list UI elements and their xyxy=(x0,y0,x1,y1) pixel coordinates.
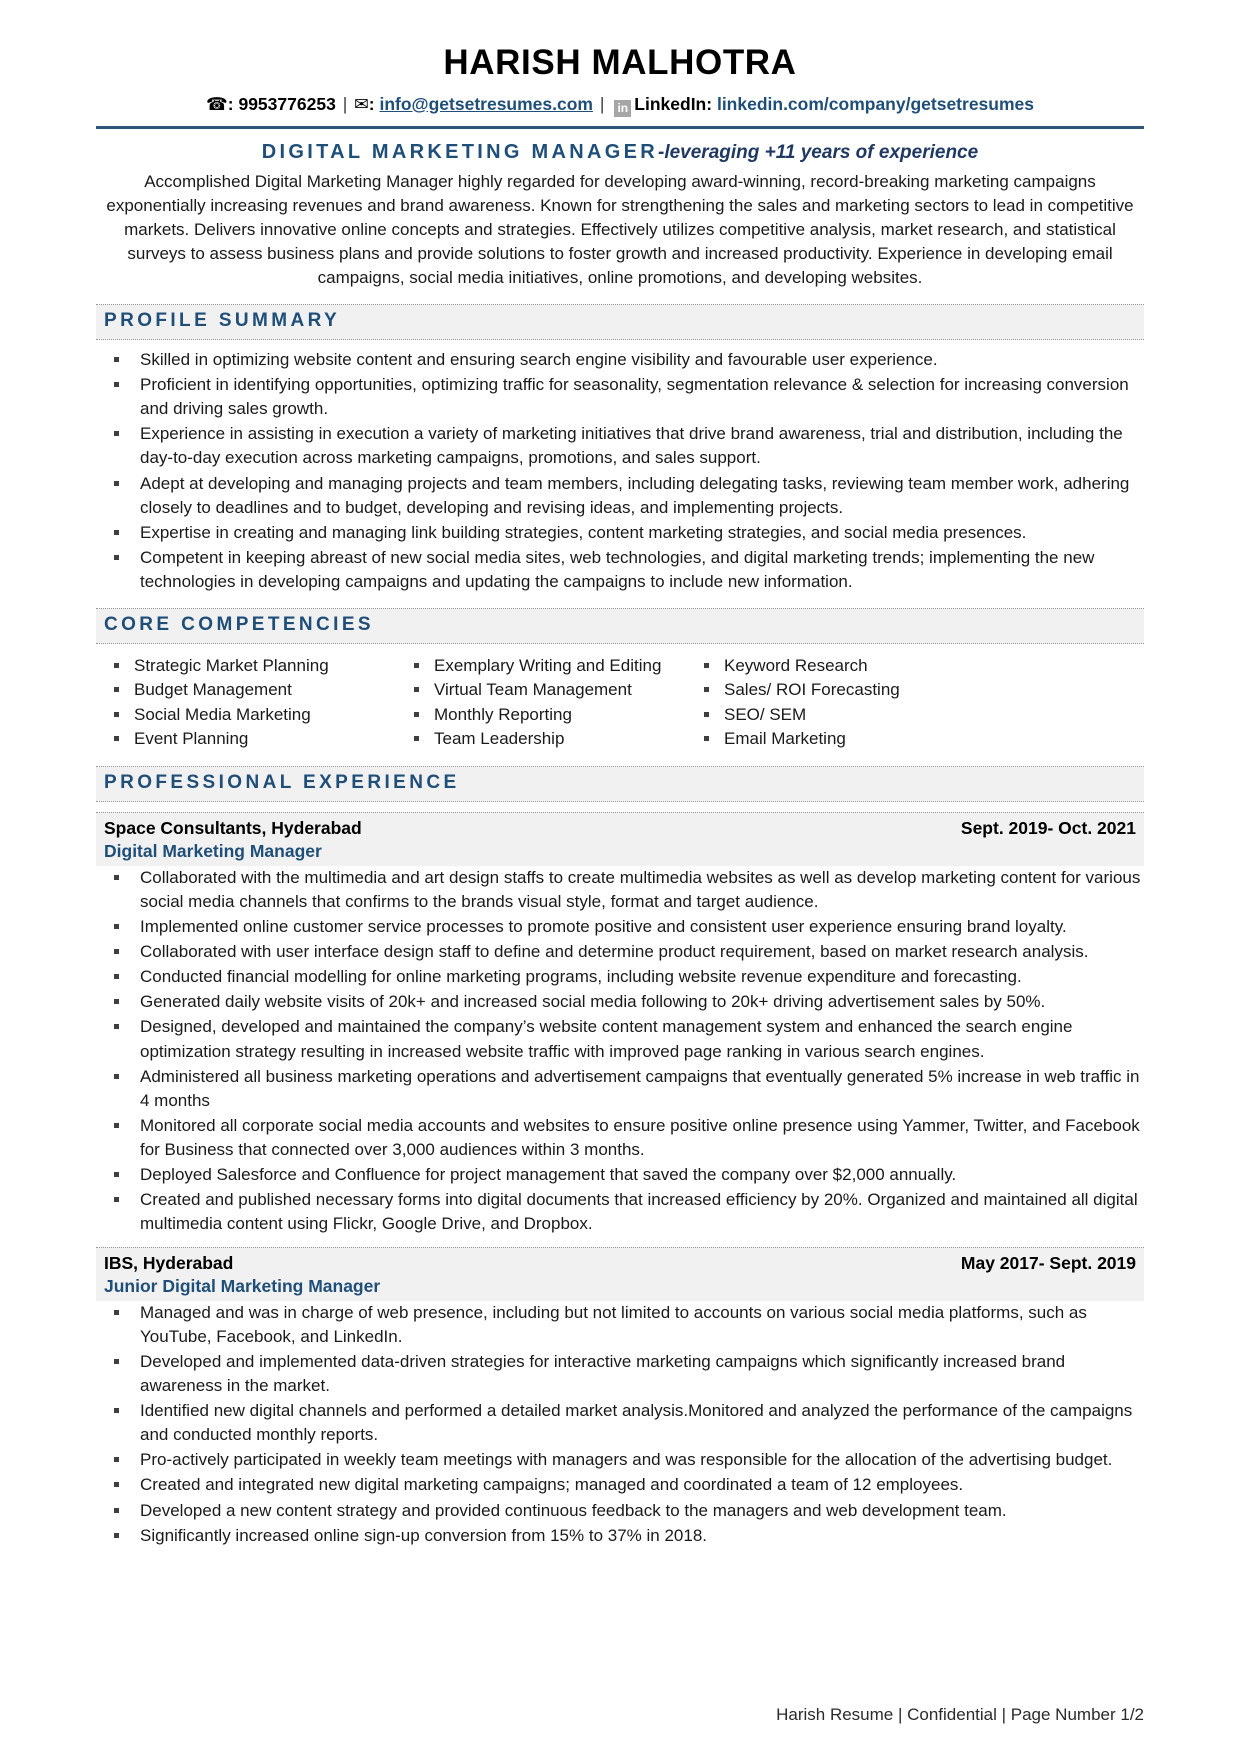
email-link[interactable]: info@getsetresumes.com xyxy=(379,93,593,114)
list-item: Collaborated with the multimedia and art design staffs to create multimedia websites as well as develop marketing content for various social media channels that confirms to the brands visual style, format and target audience. xyxy=(96,866,1144,914)
resume-header xyxy=(96,44,1144,129)
list-item: Administered all business marketing operations and advertisement campaigns that eventually generated 5% increase in web traffic in 4 months xyxy=(96,1065,1144,1113)
page-title: HARISH MALHOTRA xyxy=(443,43,797,82)
job-bullets xyxy=(96,1301,1144,1548)
core-competencies-grid xyxy=(96,652,1144,752)
list-item: Generated daily website visits of 20k+ and increased social media following to 20k+ driving advertisement sales by 50%. xyxy=(96,990,1144,1014)
headline-tagline: leveraging +11 years of experience xyxy=(664,141,979,163)
objective-paragraph: Accomplished Digital Marketing Manager highly regarded for developing award-winning, record-breaking marketing campaigns exponentially increasing revenues and brand awareness. Known for strengthening the sales and marketing sectors to lead in competitive markets. Delivers innovative online concepts and strategies. Effectively utilizes competitive analysis, market research, and statistical surveys to assess business plans and provide solutions to foster growth and increased productivity. Experience in developing email campaigns, social media initiatives, online promotions, and developing websites. xyxy=(106,171,1134,287)
separator-2: | xyxy=(599,93,605,114)
competency-item: Exemplary Writing and Editing xyxy=(396,654,686,678)
section-header-profile-summary xyxy=(96,304,1144,340)
job-company: IBS, Hyderabad xyxy=(104,1252,234,1273)
job-header xyxy=(96,1247,1144,1301)
list-item: Identified new digital channels and performed a detailed market analysis.Monitored and analyzed the performance of the campaigns and conducted monthly reports. xyxy=(96,1399,1144,1447)
list-item: Designed, developed and maintained the company’s website content management system and enhanced the search engine optimization strategy resulting in increased website traffic with improved page ranking in various search engines. xyxy=(96,1015,1144,1063)
competency-item: SEO/ SEM xyxy=(686,703,1144,727)
job-header-row xyxy=(104,1253,1136,1274)
list-item: Collaborated with user interface design staff to define and determine product requirement, based on market research analysis. xyxy=(96,940,1144,964)
list-item: Managed and was in charge of web presence, including but not limited to accounts on various social media platforms, such as YouTube, Facebook, and LinkedIn. xyxy=(96,1301,1144,1349)
competency-item: Monthly Reporting xyxy=(396,703,686,727)
list-item: Competent in keeping abreast of new social media sites, web technologies, and digital marketing trends; implementing the new technologies in developing campaigns and updating the campaigns to include new information. xyxy=(96,546,1144,594)
list-item: Implemented online customer service processes to promote positive and consistent user experience ensuring brand loyalty. xyxy=(96,915,1144,939)
competency-item: Event Planning xyxy=(96,727,396,751)
list-item: Experience in assisting in execution a variety of marketing initiatives that drive brand awareness, trial and distribution, including the day-to-day execution across marketing campaigns, promotions, and sales support. xyxy=(96,422,1144,470)
headline-role: DIGITAL MARKETING MANAGER xyxy=(261,140,658,163)
list-item: Conducted financial modelling for online marketing programs, including website revenue expenditure and forecasting. xyxy=(96,965,1144,989)
list-item: Pro-actively participated in weekly team meetings with managers and was responsible for the allocation of the advertising budget. xyxy=(96,1448,1144,1472)
contact-line xyxy=(96,93,1144,117)
header-divider xyxy=(96,126,1144,129)
profile-summary-list xyxy=(96,348,1144,594)
separator-1: | xyxy=(342,93,348,114)
experience-entry xyxy=(96,812,1144,1237)
job-company: Space Consultants, Hyderabad xyxy=(104,817,362,838)
competency-item: Virtual Team Management xyxy=(396,678,686,702)
list-item: Significantly increased online sign-up conversion from 15% to 37% in 2018. xyxy=(96,1524,1144,1548)
competency-item: Team Leadership xyxy=(396,727,686,751)
headline-dash: - xyxy=(658,141,665,163)
list-item: Skilled in optimizing website content and ensuring search engine visibility and favourable user experience. xyxy=(96,348,1144,372)
job-dates: May 2017- Sept. 2019 xyxy=(960,1252,1136,1273)
job-bullets xyxy=(96,866,1144,1237)
linkedin-icon: in xyxy=(614,100,631,117)
linkedin-url[interactable]: linkedin.com/company/getsetresumes xyxy=(716,93,1035,114)
list-item: Developed a new content strategy and provided continuous feedback to the managers and web development team. xyxy=(96,1499,1144,1523)
section-title: PROFILE SUMMARY xyxy=(104,310,341,332)
job-header xyxy=(96,812,1144,866)
section-title: CORE COMPETENCIES xyxy=(104,614,374,636)
job-role: Junior Digital Marketing Manager xyxy=(104,1275,381,1296)
competency-item: Email Marketing xyxy=(686,727,1144,751)
envelope-icon: ✉ xyxy=(354,94,369,115)
competency-item: Keyword Research xyxy=(686,654,1144,678)
list-item: Adept at developing and managing projects and team members, including delegating tasks, reviewing team member work, adhering closely to deadlines and to budget, developing and revising ideas, and implementing projects. xyxy=(96,472,1144,520)
linkedin-label: LinkedIn: xyxy=(634,93,713,114)
competency-item: Social Media Marketing xyxy=(96,703,396,727)
phone-icon: ☎ xyxy=(205,94,228,115)
job-dates: Sept. 2019- Oct. 2021 xyxy=(960,817,1136,838)
list-item: Created and published necessary forms into digital documents that increased efficiency by 20%. Organized and maintained all digital multimedia content using Flickr, Google Drive, and Dropbox. xyxy=(96,1188,1144,1236)
competency-item: Strategic Market Planning xyxy=(96,654,396,678)
section-header-core-competencies xyxy=(96,608,1144,644)
page-footer: Harish Resume | Confidential | Page Number 1/2 xyxy=(776,1705,1144,1724)
list-item: Created and integrated new digital marketing campaigns; managed and coordinated a team of 12 employees. xyxy=(96,1473,1144,1497)
competency-item: Sales/ ROI Forecasting xyxy=(686,678,1144,702)
section-title: PROFESSIONAL EXPERIENCE xyxy=(104,771,460,793)
list-item: Expertise in creating and managing link building strategies, content marketing strategies, and social media presences. xyxy=(96,521,1144,545)
email-prefix: : xyxy=(368,93,375,114)
phone-text: : 9953776253 xyxy=(227,93,336,114)
list-item: Developed and implemented data-driven strategies for interactive marketing campaigns which significantly increased brand awareness in the market. xyxy=(96,1350,1144,1398)
job-header-row xyxy=(104,818,1136,839)
list-item: Deployed Salesforce and Confluence for project management that saved the company over $2,000 annually. xyxy=(96,1163,1144,1187)
section-header-professional-experience xyxy=(96,766,1144,802)
experience-entry xyxy=(96,1247,1144,1548)
job-role: Digital Marketing Manager xyxy=(104,840,322,861)
headline xyxy=(96,140,1144,165)
competency-item: Budget Management xyxy=(96,678,396,702)
list-item: Monitored all corporate social media accounts and websites to ensure positive online presence using Yammer, Twitter, and Facebook for Business that connected over 3,000 audiences within 3 months. xyxy=(96,1114,1144,1162)
list-item: Proficient in identifying opportunities, optimizing traffic for seasonality, segmentation relevance & selection for increasing conversion and driving sales growth. xyxy=(96,373,1144,421)
